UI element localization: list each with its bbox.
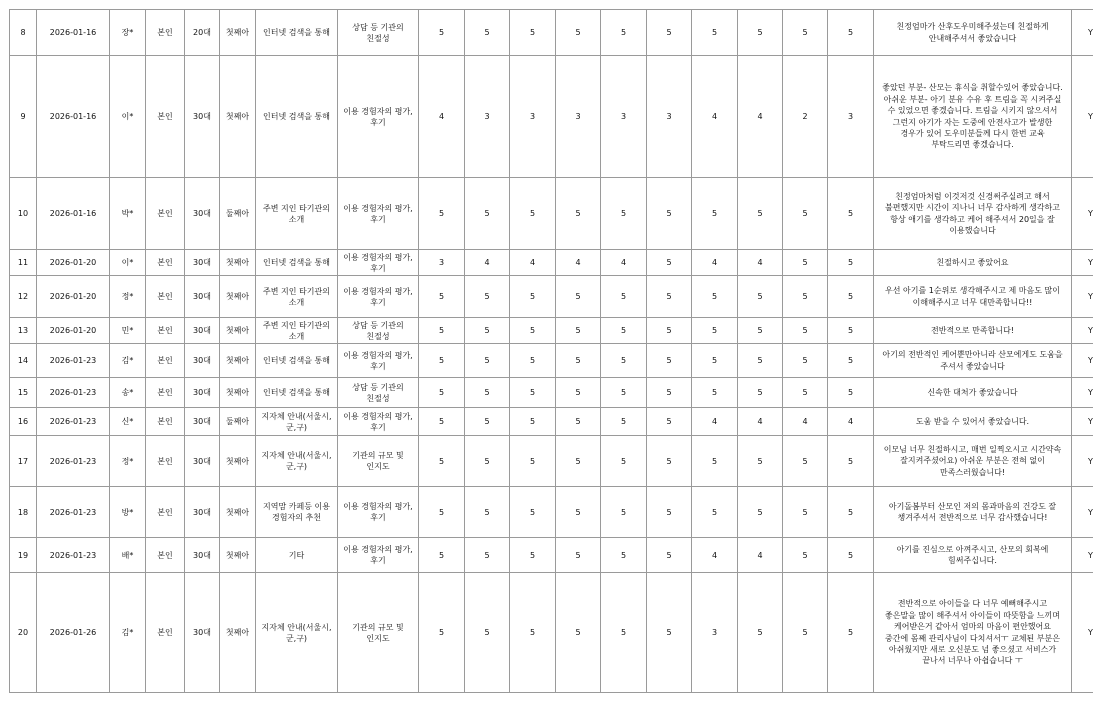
- score-8: 5: [738, 178, 783, 250]
- score-8: 5: [738, 436, 783, 487]
- respondent-name: 신*: [110, 408, 146, 436]
- score-7: 5: [692, 276, 738, 318]
- consent-flag: Y: [1072, 487, 1093, 538]
- table-row: [10, 538, 1093, 573]
- consent-flag: Y: [1072, 436, 1093, 487]
- respondent-relation: 본인: [146, 250, 185, 276]
- respondent-relation: 본인: [146, 408, 185, 436]
- score-2: 5: [465, 178, 510, 250]
- score-1: 5: [419, 276, 465, 318]
- selection-reason: 이용 경험자의 평가, 후기: [338, 276, 419, 318]
- score-5: 5: [601, 10, 647, 56]
- survey-date: 2026-01-16: [37, 10, 110, 56]
- comment: 아기를 진심으로 아껴주시고, 산모의 회복에 힘써주십니다.: [874, 538, 1072, 573]
- row-number: 20: [10, 573, 37, 693]
- respondent-relation: 본인: [146, 276, 185, 318]
- score-3: 5: [510, 408, 556, 436]
- score-1: 3: [419, 250, 465, 276]
- survey-date: 2026-01-23: [37, 378, 110, 408]
- score-9: 5: [783, 10, 828, 56]
- score-10: 5: [828, 538, 874, 573]
- score-9: 5: [783, 538, 828, 573]
- score-5: 5: [601, 318, 647, 344]
- score-4: 5: [556, 487, 601, 538]
- child-order: 첫째아: [220, 538, 256, 573]
- respondent-name: 민*: [110, 318, 146, 344]
- respondent-relation: 본인: [146, 573, 185, 693]
- score-8: 5: [738, 344, 783, 378]
- age-group: 30대: [185, 276, 220, 318]
- score-6: 5: [647, 318, 692, 344]
- score-5: 5: [601, 408, 647, 436]
- score-3: 5: [510, 436, 556, 487]
- score-7: 4: [692, 538, 738, 573]
- survey-date: 2026-01-23: [37, 344, 110, 378]
- score-4: 5: [556, 344, 601, 378]
- score-1: 5: [419, 487, 465, 538]
- consent-flag: Y: [1072, 378, 1093, 408]
- score-4: 5: [556, 408, 601, 436]
- score-10: 5: [828, 436, 874, 487]
- score-9: 2: [783, 56, 828, 178]
- survey-date: 2026-01-16: [37, 56, 110, 178]
- score-6: 5: [647, 250, 692, 276]
- consent-flag: Y: [1072, 408, 1093, 436]
- survey-date: 2026-01-23: [37, 538, 110, 573]
- child-order: 첫째아: [220, 10, 256, 56]
- age-group: 30대: [185, 436, 220, 487]
- score-7: 4: [692, 250, 738, 276]
- selection-reason: 상담 등 기관의 친절성: [338, 378, 419, 408]
- respondent-relation: 본인: [146, 436, 185, 487]
- score-1: 5: [419, 378, 465, 408]
- selection-reason: 이용 경험자의 평가, 후기: [338, 56, 419, 178]
- score-4: 5: [556, 10, 601, 56]
- age-group: 30대: [185, 487, 220, 538]
- selection-reason: 이용 경험자의 평가, 후기: [338, 344, 419, 378]
- table-row: [10, 408, 1093, 436]
- age-group: 30대: [185, 344, 220, 378]
- table-row: [10, 250, 1093, 276]
- selection-reason: 이용 경험자의 평가, 후기: [338, 178, 419, 250]
- respondent-name: 박*: [110, 178, 146, 250]
- consent-flag: Y: [1072, 573, 1093, 693]
- score-2: 5: [465, 378, 510, 408]
- referral-path: 주변 지인 타기관의 소개: [256, 178, 338, 250]
- score-6: 5: [647, 408, 692, 436]
- score-10: 4: [828, 408, 874, 436]
- child-order: 첫째아: [220, 250, 256, 276]
- comment: 아기돌봄부터 산모인 저의 몸과마음의 건강도 잘 챙겨주셔서 전반적으로 너무 감사했습니다!: [874, 487, 1072, 538]
- consent-flag: Y: [1072, 56, 1093, 178]
- score-7: 5: [692, 178, 738, 250]
- score-3: 5: [510, 10, 556, 56]
- score-4: 5: [556, 276, 601, 318]
- child-order: 첫째아: [220, 436, 256, 487]
- respondent-relation: 본인: [146, 538, 185, 573]
- score-10: 5: [828, 178, 874, 250]
- score-5: 5: [601, 487, 647, 538]
- score-7: 5: [692, 378, 738, 408]
- respondent-relation: 본인: [146, 487, 185, 538]
- comment: 친절하시고 좋았어요: [874, 250, 1072, 276]
- age-group: 30대: [185, 408, 220, 436]
- score-6: 5: [647, 538, 692, 573]
- score-4: 5: [556, 178, 601, 250]
- row-number: 18: [10, 487, 37, 538]
- score-5: 5: [601, 178, 647, 250]
- respondent-relation: 본인: [146, 10, 185, 56]
- score-2: 5: [465, 436, 510, 487]
- child-order: 첫째아: [220, 344, 256, 378]
- score-9: 4: [783, 408, 828, 436]
- respondent-relation: 본인: [146, 378, 185, 408]
- referral-path: 지자체 안내(서울시,군,구): [256, 573, 338, 693]
- row-number: 15: [10, 378, 37, 408]
- score-9: 5: [783, 344, 828, 378]
- consent-flag: Y: [1072, 10, 1093, 56]
- score-7: 5: [692, 318, 738, 344]
- score-2: 5: [465, 10, 510, 56]
- child-order: 둘째아: [220, 178, 256, 250]
- referral-path: 지자체 안내(서울시,군,구): [256, 408, 338, 436]
- comment: 아기의 전반적인 케어뿐만아니라 산모에게도 도움을 주셔서 좋았습니다: [874, 344, 1072, 378]
- age-group: 30대: [185, 56, 220, 178]
- age-group: 30대: [185, 538, 220, 573]
- child-order: 첫째아: [220, 56, 256, 178]
- survey-date: 2026-01-23: [37, 487, 110, 538]
- score-10: 3: [828, 56, 874, 178]
- child-order: 첫째아: [220, 378, 256, 408]
- comment: 전반적으로 아이들을 다 너무 예뻐해주시고 좋은말을 많이 해주셔서 아이들이 따뜻함을 느끼며 케어받은거 같아서 엄마의 마음이 편안했어요 중간에 몸째 관리사님이 다치셔서ㅜ 교체된 부분은 아쉬웠지만 새로 오신분도 넘 좋으셨고 서비스가 끝나서 너무나 아쉽습니다 ㅜ: [874, 573, 1072, 693]
- table-row: [10, 378, 1093, 408]
- table-row: [10, 436, 1093, 487]
- row-number: 19: [10, 538, 37, 573]
- score-10: 5: [828, 573, 874, 693]
- referral-path: 인터넷 검색을 통해: [256, 344, 338, 378]
- row-number: 11: [10, 250, 37, 276]
- row-number: 10: [10, 178, 37, 250]
- score-4: 5: [556, 538, 601, 573]
- score-2: 5: [465, 538, 510, 573]
- comment: 신속한 대처가 좋았습니다: [874, 378, 1072, 408]
- consent-flag: Y: [1072, 538, 1093, 573]
- score-6: 5: [647, 10, 692, 56]
- referral-path: 기타: [256, 538, 338, 573]
- comment: 전반적으로 만족합니다!: [874, 318, 1072, 344]
- table-row: [10, 276, 1093, 318]
- score-8: 5: [738, 573, 783, 693]
- consent-flag: Y: [1072, 250, 1093, 276]
- respondent-name: 장*: [110, 10, 146, 56]
- score-6: 5: [647, 487, 692, 538]
- comment: 우선 아기를 1순위로 생각해주시고 제 마음도 많이 이해해주시고 너무 대만족합니다!!: [874, 276, 1072, 318]
- respondent-name: 정*: [110, 276, 146, 318]
- referral-path: 인터넷 검색을 통해: [256, 10, 338, 56]
- score-2: 5: [465, 318, 510, 344]
- score-6: 3: [647, 56, 692, 178]
- referral-path: 인터넷 검색을 통해: [256, 56, 338, 178]
- age-group: 30대: [185, 573, 220, 693]
- score-3: 5: [510, 378, 556, 408]
- score-10: 5: [828, 344, 874, 378]
- consent-flag: Y: [1072, 318, 1093, 344]
- score-7: 3: [692, 573, 738, 693]
- score-4: 5: [556, 378, 601, 408]
- respondent-name: 정*: [110, 436, 146, 487]
- score-3: 3: [510, 56, 556, 178]
- respondent-relation: 본인: [146, 344, 185, 378]
- table-row: [10, 573, 1093, 693]
- score-2: 3: [465, 56, 510, 178]
- consent-flag: Y: [1072, 344, 1093, 378]
- score-8: 4: [738, 538, 783, 573]
- score-3: 5: [510, 318, 556, 344]
- score-1: 5: [419, 10, 465, 56]
- score-7: 4: [692, 56, 738, 178]
- selection-reason: 상담 등 기관의 친절성: [338, 10, 419, 56]
- score-1: 5: [419, 344, 465, 378]
- survey-date: 2026-01-20: [37, 276, 110, 318]
- score-1: 5: [419, 538, 465, 573]
- score-9: 5: [783, 178, 828, 250]
- score-3: 5: [510, 573, 556, 693]
- survey-date: 2026-01-23: [37, 436, 110, 487]
- score-8: 5: [738, 276, 783, 318]
- selection-reason: 이용 경험자의 평가, 후기: [338, 538, 419, 573]
- respondent-name: 김*: [110, 344, 146, 378]
- selection-reason: 상담 등 기관의 친절성: [338, 318, 419, 344]
- score-10: 5: [828, 250, 874, 276]
- child-order: 첫째아: [220, 318, 256, 344]
- score-6: 5: [647, 344, 692, 378]
- respondent-name: 김*: [110, 573, 146, 693]
- table-row: [10, 487, 1093, 538]
- table-row: [10, 318, 1093, 344]
- score-1: 5: [419, 178, 465, 250]
- score-7: 5: [692, 344, 738, 378]
- score-2: 5: [465, 276, 510, 318]
- child-order: 첫째아: [220, 487, 256, 538]
- score-6: 5: [647, 436, 692, 487]
- comment: 친정엄마처럼 이것저것 신경써주실려고 해서 불편했지만 시간이 지나니 너무 감사하게 생각하고 항상 애기를 생각하고 케어 해주셔서 20일을 잘 이용했습니다: [874, 178, 1072, 250]
- score-3: 5: [510, 538, 556, 573]
- score-5: 5: [601, 276, 647, 318]
- selection-reason: 이용 경험자의 평가, 후기: [338, 487, 419, 538]
- score-3: 5: [510, 178, 556, 250]
- row-number: 12: [10, 276, 37, 318]
- respondent-name: 배*: [110, 538, 146, 573]
- score-8: 5: [738, 10, 783, 56]
- respondent-name: 이*: [110, 250, 146, 276]
- score-2: 5: [465, 573, 510, 693]
- score-5: 5: [601, 573, 647, 693]
- row-number: 16: [10, 408, 37, 436]
- survey-date: 2026-01-16: [37, 178, 110, 250]
- respondent-name: 이*: [110, 56, 146, 178]
- score-2: 5: [465, 408, 510, 436]
- score-9: 5: [783, 378, 828, 408]
- score-9: 5: [783, 573, 828, 693]
- score-3: 5: [510, 276, 556, 318]
- score-9: 5: [783, 487, 828, 538]
- score-2: 5: [465, 344, 510, 378]
- score-2: 4: [465, 250, 510, 276]
- respondent-relation: 본인: [146, 318, 185, 344]
- referral-path: 주변 지인 타기관의 소개: [256, 276, 338, 318]
- comment: 친정엄마가 산후도우미해주셨는데 친절하게 안내해주셔서 좋았습니다: [874, 10, 1072, 56]
- score-7: 5: [692, 10, 738, 56]
- selection-reason: 이용 경험자의 평가, 후기: [338, 250, 419, 276]
- referral-path: 인터넷 검색을 통해: [256, 250, 338, 276]
- score-10: 5: [828, 378, 874, 408]
- score-4: 4: [556, 250, 601, 276]
- score-5: 5: [601, 538, 647, 573]
- score-3: 5: [510, 487, 556, 538]
- score-9: 5: [783, 250, 828, 276]
- score-1: 5: [419, 573, 465, 693]
- score-10: 5: [828, 487, 874, 538]
- age-group: 30대: [185, 378, 220, 408]
- table-row: [10, 344, 1093, 378]
- score-8: 5: [738, 318, 783, 344]
- referral-path: 지역맘 카페등 이용 경험자의 추천: [256, 487, 338, 538]
- comment: 이모님 너무 친절하시고, 매번 일찍오시고 시간약속 잘지켜주셨어요) 아쉬운 부분은 전혀 없이 만족스러웠습니다!: [874, 436, 1072, 487]
- survey-date: 2026-01-23: [37, 408, 110, 436]
- score-3: 4: [510, 250, 556, 276]
- row-number: 17: [10, 436, 37, 487]
- score-1: 4: [419, 56, 465, 178]
- respondent-relation: 본인: [146, 178, 185, 250]
- score-4: 5: [556, 573, 601, 693]
- score-9: 5: [783, 276, 828, 318]
- row-number: 13: [10, 318, 37, 344]
- score-1: 5: [419, 436, 465, 487]
- child-order: 둘째아: [220, 408, 256, 436]
- selection-reason: 이용 경험자의 평가, 후기: [338, 408, 419, 436]
- survey-date: 2026-01-20: [37, 250, 110, 276]
- score-10: 5: [828, 318, 874, 344]
- respondent-relation: 본인: [146, 56, 185, 178]
- consent-flag: Y: [1072, 276, 1093, 318]
- age-group: 30대: [185, 178, 220, 250]
- survey-date: 2026-01-26: [37, 573, 110, 693]
- referral-path: 지자체 안내(서울시,군,구): [256, 436, 338, 487]
- score-4: 5: [556, 318, 601, 344]
- child-order: 첫째아: [220, 573, 256, 693]
- comment: 좋았던 부분- 산모는 휴식을 취할수있어 좋았습니다. 아쉬운 부분- 아기 분유 수유 후 트림을 꼭 시켜주실 수 있었으면 좋겠습니다. 트림을 시키지 않으셔서 그런지 아기가 자는 도중에 안전사고가 발생한 경우가 있어 도우미분들께 다시 한번 교육 부탁드리면 좋겠습니다.: [874, 56, 1072, 178]
- score-3: 5: [510, 344, 556, 378]
- score-9: 5: [783, 318, 828, 344]
- score-7: 5: [692, 487, 738, 538]
- score-8: 4: [738, 408, 783, 436]
- score-5: 5: [601, 378, 647, 408]
- score-2: 5: [465, 487, 510, 538]
- score-4: 5: [556, 436, 601, 487]
- score-5: 5: [601, 344, 647, 378]
- score-5: 3: [601, 56, 647, 178]
- score-5: 4: [601, 250, 647, 276]
- selection-reason: 기관의 규모 및 인지도: [338, 436, 419, 487]
- row-number: 9: [10, 56, 37, 178]
- score-1: 5: [419, 318, 465, 344]
- table-row: [10, 178, 1093, 250]
- age-group: 20대: [185, 10, 220, 56]
- score-6: 5: [647, 276, 692, 318]
- age-group: 30대: [185, 250, 220, 276]
- score-8: 5: [738, 378, 783, 408]
- score-6: 5: [647, 378, 692, 408]
- score-8: 5: [738, 487, 783, 538]
- row-number: 14: [10, 344, 37, 378]
- respondent-name: 방*: [110, 487, 146, 538]
- score-4: 3: [556, 56, 601, 178]
- row-number: 8: [10, 10, 37, 56]
- score-1: 5: [419, 408, 465, 436]
- table-row: [10, 10, 1093, 56]
- score-7: 4: [692, 408, 738, 436]
- score-7: 5: [692, 436, 738, 487]
- score-10: 5: [828, 276, 874, 318]
- score-6: 5: [647, 573, 692, 693]
- score-5: 5: [601, 436, 647, 487]
- age-group: 30대: [185, 318, 220, 344]
- consent-flag: Y: [1072, 178, 1093, 250]
- score-10: 5: [828, 10, 874, 56]
- table-row: [10, 56, 1093, 178]
- score-8: 4: [738, 56, 783, 178]
- respondent-name: 송*: [110, 378, 146, 408]
- score-9: 5: [783, 436, 828, 487]
- survey-results-table: [9, 9, 1093, 693]
- comment: 도움 받을 수 있어서 좋았습니다.: [874, 408, 1072, 436]
- referral-path: 주변 지인 타기관의 소개: [256, 318, 338, 344]
- survey-date: 2026-01-20: [37, 318, 110, 344]
- score-8: 4: [738, 250, 783, 276]
- referral-path: 인터넷 검색을 통해: [256, 378, 338, 408]
- score-6: 5: [647, 178, 692, 250]
- selection-reason: 기관의 규모 및 인지도: [338, 573, 419, 693]
- child-order: 첫째아: [220, 276, 256, 318]
